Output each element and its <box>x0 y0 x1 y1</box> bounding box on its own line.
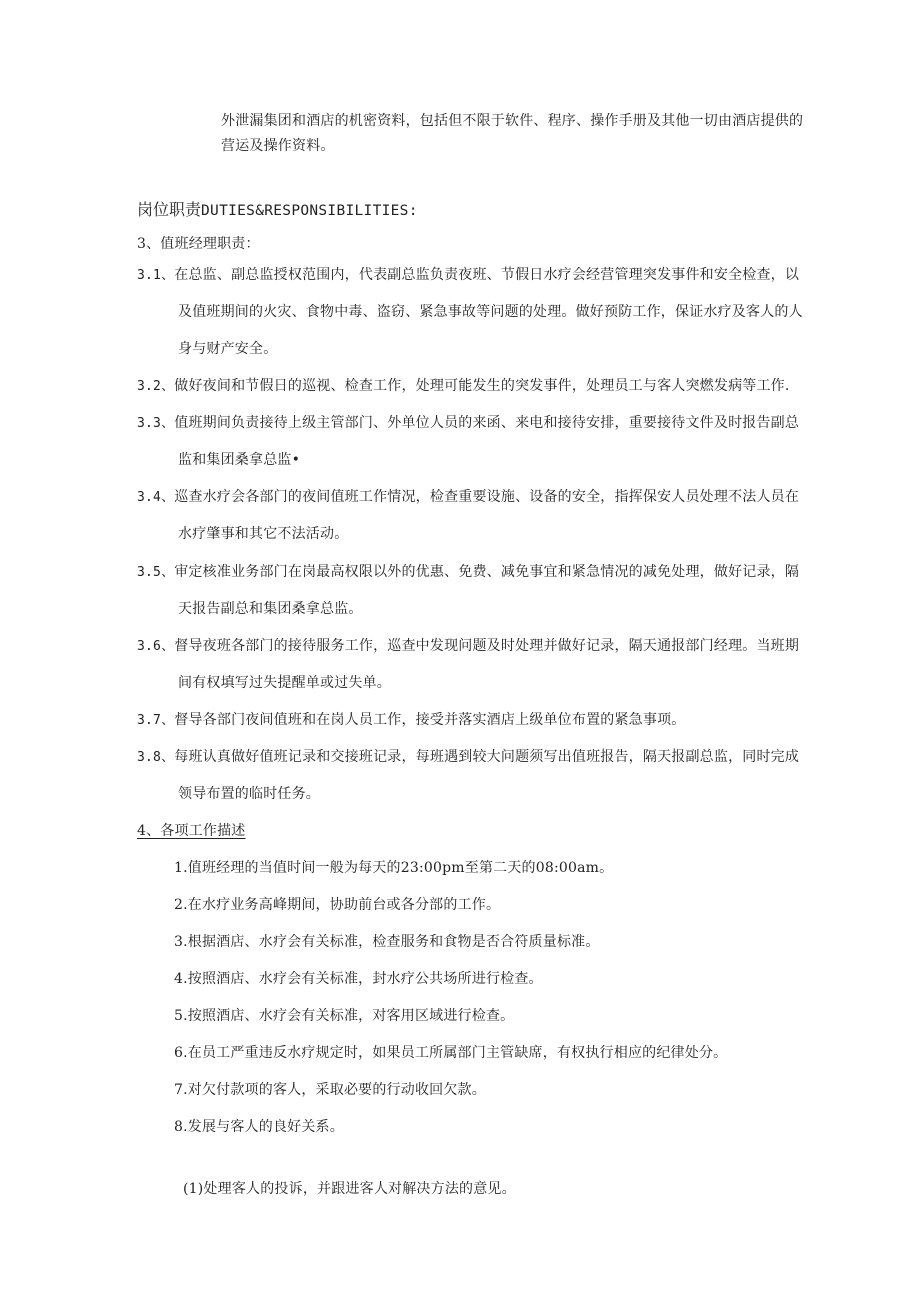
duty-text: 督导各部门夜间值班和在岗人员工作，接受并落实酒店上级单位布置的紧急事项。 <box>174 712 686 728</box>
duty-item-7 <box>137 709 685 729</box>
duty-text: 督导夜班各部门的接待服务工作，巡查中发现问题及时处理并做好记录，隔天通报部门经理。当班期 <box>174 638 800 654</box>
duty-number: 3.2、 <box>137 379 175 394</box>
duty-number: 3.8、 <box>137 750 175 765</box>
intro-line-1: 外泄漏集团和酒店的机密资料，包括但不限于软件、程序、操作手册及其他一切由酒店提供的 <box>221 113 804 129</box>
duty-item-8 <box>137 746 799 766</box>
tasks-title: 4、各项工作描述 <box>137 823 246 839</box>
duty-item-2 <box>137 375 790 395</box>
duty-number: 3.3、 <box>137 416 175 431</box>
task-item-1: 1.值班经理的当值时间一般为每天的23:00pm至第二天的08:00am。 <box>174 860 614 876</box>
duty-number: 3.1、 <box>137 268 175 283</box>
duty-item-4 <box>137 486 799 506</box>
duty-number: 3.4、 <box>137 490 175 505</box>
task-item-7: 7.对欠付款项的客人，采取必要的行动收回欠款。 <box>174 1082 486 1098</box>
section-heading-en: DUTIES&RESPONSIBILITIES: <box>201 203 418 219</box>
duty-item-3-line-2: 监和集团桑拿总监• <box>178 452 301 468</box>
task-item-3: 3.根据酒店、水疗会有关标准，检查服务和食物是否合符质量标准。 <box>174 934 600 950</box>
section-heading <box>137 197 418 220</box>
intro-line-2: 营运及操作资料。 <box>221 138 335 154</box>
section-heading-zh: 岗位职责 <box>137 200 202 219</box>
duties-title: 3、值班经理职责： <box>137 236 260 252</box>
duty-item-3 <box>137 412 799 432</box>
duty-number: 3.5、 <box>137 565 175 580</box>
duty-text: 每班认真做好值班记录和交接班记录，每班遇到较大问题须写出值班报告，隔天报副总监，同时完成 <box>174 749 800 765</box>
duty-item-1-line-3: 身与财产安全。 <box>178 341 278 357</box>
duty-number: 3.7、 <box>137 713 175 728</box>
duty-item-5-line-2: 天报告副总和集团桑拿总监。 <box>178 601 363 617</box>
duty-item-4-line-2: 水疗肇事和其它不法活动。 <box>178 526 349 542</box>
duty-text: 值班期间负责接待上级主管部门、外单位人员的来函、来电和接待安排，重要接待文件及时报告副总 <box>174 415 800 431</box>
task-item-5: 5.按照酒店、水疗会有关标准，对客用区域进行检查。 <box>174 1008 515 1024</box>
task-item-4: 4.按照酒店、水疗会有关标准，封水疗公共场所进行检查。 <box>174 971 543 987</box>
duty-text: 在总监、副总监授权范围内，代表副总监负责夜班、节假日水疗会经营管理突发事件和安全检查，以 <box>174 267 800 283</box>
task-sub-item-1: (1)处理客人的投诉，并跟进客人对解决方法的意见。 <box>183 1181 516 1197</box>
task-item-2: 2.在水疗业务高峰期间，协助前台或各分部的工作。 <box>174 897 501 913</box>
duty-text: 做好夜间和节假日的巡视、检查工作，处理可能发生的突发事件，处理员工与客人突燃发病等工作. <box>174 378 790 394</box>
duty-item-1 <box>137 264 799 284</box>
duty-item-6-line-2: 间有权填写过失提醒单或过失单。 <box>178 675 391 691</box>
duty-text: 审定核准业务部门在岗最高权限以外的优惠、免费、减免事宜和紧急情况的减免处理，做好记录，隔 <box>174 564 800 580</box>
duty-text: 巡查水疗会各部门的夜间值班工作情况，检查重要设施、设备的安全，指挥保安人员处理不法人员在 <box>174 489 800 505</box>
duty-item-8-line-2: 领导布置的临时任务。 <box>178 786 320 802</box>
duty-item-6 <box>137 635 799 655</box>
duty-item-5 <box>137 561 799 581</box>
duty-item-1-line-2: 及值班期间的火灾、食物中毒、盗窃、紧急事故等问题的处理。做好预防工作，保证水疗及客人的人 <box>178 304 803 320</box>
duty-number: 3.6、 <box>137 639 175 654</box>
task-item-6: 6.在员工严重违反水疗规定时，如果员工所属部门主管缺席，有权执行相应的纪律处分。 <box>174 1045 728 1061</box>
task-item-8: 8.发展与客人的良好关系。 <box>174 1119 344 1135</box>
